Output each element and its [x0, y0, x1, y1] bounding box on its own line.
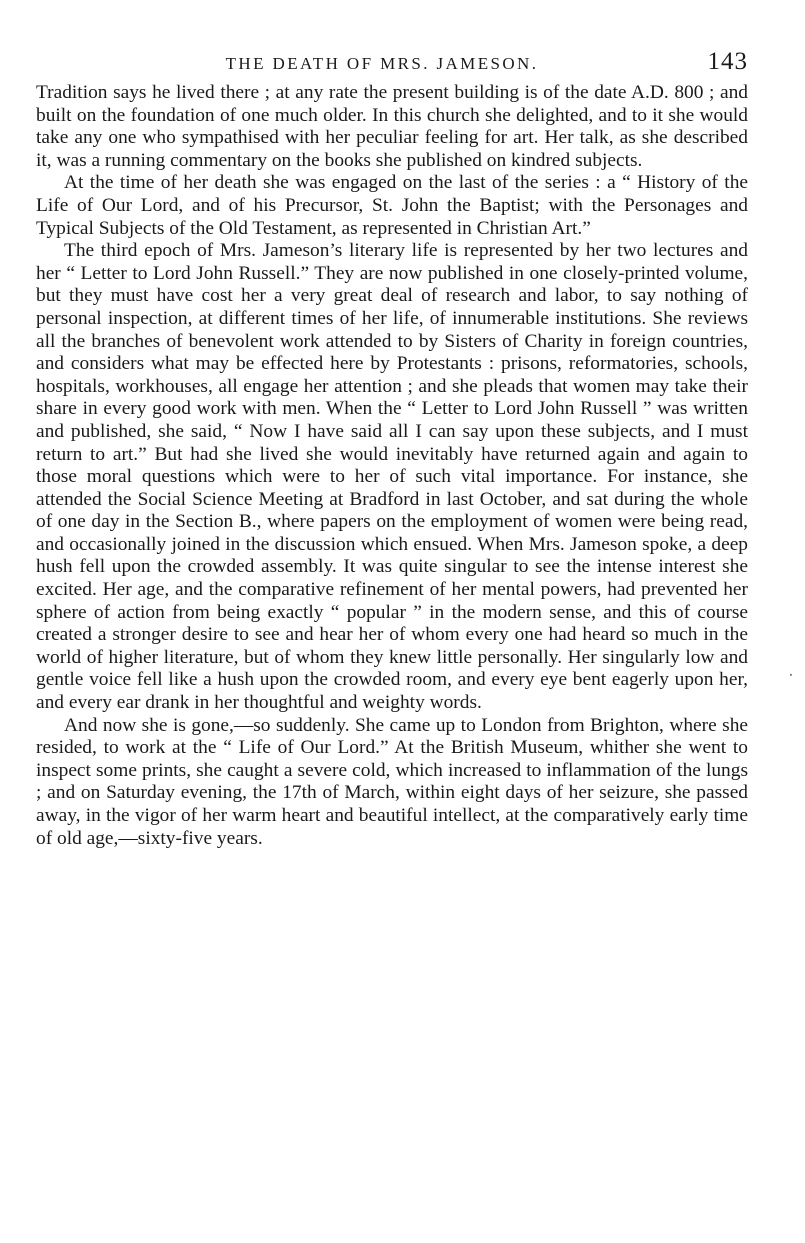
paragraph: And now she is gone,—so suddenly. She came up to London from Brighton, where she resided, to work at the “ Life of Our Lord.” At the British Museum, whither she went to inspect some prints, she caught a severe cold, which increased to inflammation of the lungs ; and on Saturday evening, the 17th of March, within eight days of her seizure, she passed away, in the vigor of her warm heart and beautiful intellect, at the comparatively early time of old age,—sixty-five years. [36, 714, 748, 849]
running-title: THE DEATH OF MRS. JAMESON. [225, 54, 539, 73]
margin-speck-mark: ⸼ [790, 662, 793, 676]
paragraph: At the time of her death she was engaged on the last of the series : a “ History of the Life of Our Lord, and of his Precursor, St. John the Baptist; with the Personages and Typical Subjects of the Old Testament, as represented in Christian Art.” [36, 172, 748, 239]
paragraph: Tradition says he lived there ; at any rate the present building is of the date A.D. 800 ; and built on the foundation of one much older. In this church she delighted, and to it she would take any one who sympathised with her peculiar feeling for art. Her talk, as she described it, was a running commentary on the books she published on kindred subjects. [36, 82, 748, 171]
page [36, 48, 748, 850]
running-head [36, 48, 748, 82]
page-number: 143 [707, 48, 748, 75]
paragraph: The third epoch of Mrs. Jameson’s literary life is represented by her two lectures and her “ Letter to Lord John Russell.” They are now published in one closely-printed volume, but they must have cost her a very great deal of research and labor, to say nothing of personal inspection, at different times of her life, of innumerable institutions. She reviews all the branches of benevolent work attended to by Sisters of Charity in foreign countries, and considers what may be effected here by Protestants : prisons, reformatories, schools, hospitals, workhouses, all engage her attention ; and she pleads that women may take their share in every good work with men. When the “ Letter to Lord John Russell ” was written and published, she said, “ Now I have said all I can say upon these subjects, and I must return to art.” But had she lived she would inevitably have returned again and again to those moral questions which were to her of such vital importance. For instance, she attended the Social Science Meeting at Bradford in last October, and sat during the whole of one day in the Section B., where papers on the employment of women were being read, and occasionally joined in the discussion which ensued. When Mrs. Jameson spoke, a deep hush fell upon the crowded assembly. It was quite singular to see the intense interest she excited. Her age, and the comparative refinement of her mental powers, had prevented her sphere of action from being exactly “ popular ” in the modern sense, and this of course created a stronger desire to see and hear her of whom every one had heard so much in the world of higher literature, but of whom they knew little personally. Her singularly low and gentle voice fell like a hush upon the crowded room, and every eye bent eagerly upon her, and every ear drank in her thoughtful and weighty words. [36, 240, 748, 714]
article-body [36, 82, 748, 850]
